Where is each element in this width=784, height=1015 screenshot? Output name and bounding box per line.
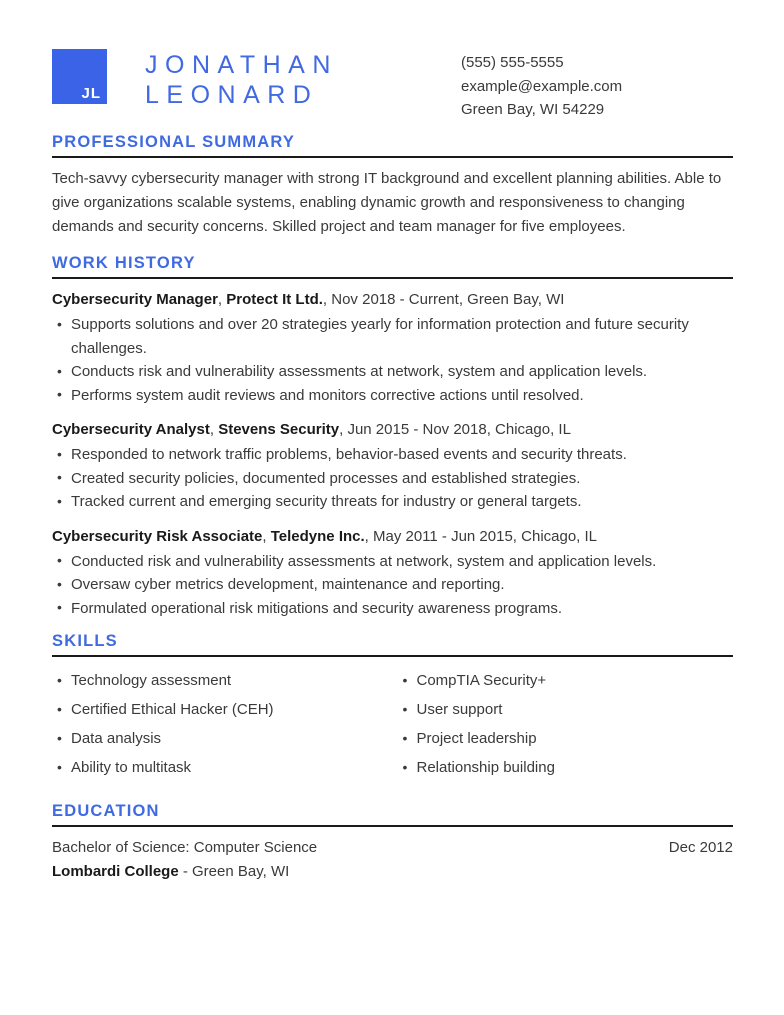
- job-meta: , Nov 2018 - Current, Green Bay, WI: [322, 291, 565, 308]
- job-bullet: • Conducted risk and vulnerability assessments at network, system and application levels.: [52, 550, 733, 574]
- section-divider: [52, 825, 733, 827]
- resume-header: [52, 48, 733, 124]
- logo-initials: JL: [81, 85, 101, 102]
- section-divider: [52, 655, 733, 657]
- job-header: [52, 525, 733, 549]
- section-title-work-history: WORK HISTORY: [52, 254, 196, 272]
- section-divider: [52, 277, 733, 279]
- first-name: JONATHAN: [145, 51, 338, 79]
- section-skills: [52, 631, 733, 782]
- job-meta: , May 2011 - Jun 2015, Chicago, IL: [364, 527, 598, 545]
- job-bullet: • Responded to network traffic problems, behavior-based events and security threats.: [52, 443, 733, 467]
- education-school-location: - Green Bay, WI: [178, 863, 290, 880]
- job-bullet-list: [52, 550, 733, 621]
- job-meta: , Jun 2015 - Nov 2018, Chicago, IL: [339, 421, 571, 438]
- job-company: Protect It Ltd.: [226, 291, 323, 308]
- education-degree: Bachelor of Science: Computer Science: [52, 839, 318, 856]
- job-bullet-list: [52, 443, 733, 514]
- job-bullet: • Conducts risk and vulnerability assessments at network, system and application levels.: [52, 360, 733, 384]
- job-title: Cybersecurity Analyst: [52, 421, 210, 438]
- job-bullet: • Formulated operational risk mitigations and security awareness programs.: [52, 597, 733, 621]
- job-separator: ,: [217, 291, 227, 308]
- skill-item: • Ability to multitask: [52, 753, 393, 782]
- job-separator: ,: [209, 421, 219, 438]
- education-date: Dec 2012: [668, 839, 733, 856]
- contact-location: Green Bay, WI 54229: [461, 101, 605, 118]
- candidate-name: [145, 48, 461, 110]
- section-title-summary: PROFESSIONAL SUMMARY: [52, 133, 296, 151]
- job-bullet: • Tracked current and emerging security threats for industry or general targets.: [52, 490, 733, 514]
- section-divider: [52, 156, 733, 158]
- skill-item: • Data analysis: [52, 724, 393, 753]
- job-bullet: • Performs system audit reviews and monitors corrective actions until resolved.: [52, 384, 733, 408]
- skills-grid: [52, 666, 733, 782]
- job-bullet-list: [52, 313, 733, 407]
- last-name: LEONARD: [145, 81, 319, 109]
- work-history-entry: [52, 418, 733, 514]
- section-title-skills: SKILLS: [52, 632, 118, 650]
- skill-item: • User support: [398, 695, 734, 724]
- education-school-line: [52, 860, 733, 884]
- contact-info: [461, 48, 733, 122]
- work-history-entry: [52, 525, 733, 621]
- section-title-education: EDUCATION: [52, 802, 160, 820]
- skill-item: • CompTIA Security+: [398, 666, 734, 695]
- skill-item: • Technology assessment: [52, 666, 393, 695]
- skills-column-right: [393, 666, 734, 782]
- summary-paragraph: Tech-savvy cybersecurity manager with strong IT background and excellent planning abilities. Able to give organizations scalable systems, enabling dynamic growth and responsiveness to changing demands and security concerns. Skilled project and team manager for five employees.: [52, 170, 722, 235]
- job-header: [52, 418, 733, 442]
- job-title: Cybersecurity Risk Associate: [52, 527, 263, 545]
- skill-item: • Project leadership: [398, 724, 734, 753]
- job-header: [52, 288, 733, 312]
- education-entry: [52, 836, 733, 860]
- work-history-list: [52, 288, 733, 620]
- skills-list-left: [52, 666, 393, 782]
- job-company: Stevens Security: [218, 421, 340, 438]
- section-education: [52, 801, 733, 884]
- contact-phone: (555) 555-5555: [461, 54, 564, 71]
- job-company: Teledyne Inc.: [270, 527, 365, 545]
- skills-list-right: [398, 666, 734, 782]
- section-work-history: [52, 253, 733, 620]
- job-bullet: • Created security policies, documented processes and established strategies.: [52, 467, 733, 491]
- job-bullet: • Oversaw cyber metrics development, maintenance and reporting.: [52, 573, 733, 597]
- skill-item: • Relationship building: [398, 753, 734, 782]
- monogram-logo: [52, 49, 107, 104]
- education-school-name: Lombardi College: [52, 863, 179, 880]
- skill-item: • Certified Ethical Hacker (CEH): [52, 695, 393, 724]
- job-bullet: • Supports solutions and over 20 strategies yearly for information protection and future security challenges.: [52, 313, 733, 360]
- work-history-entry: [52, 288, 733, 407]
- skills-column-left: [52, 666, 393, 782]
- job-separator: ,: [262, 527, 271, 545]
- contact-email: example@example.com: [461, 77, 623, 95]
- section-professional-summary: [52, 132, 733, 239]
- job-title: Cybersecurity Manager: [52, 291, 218, 308]
